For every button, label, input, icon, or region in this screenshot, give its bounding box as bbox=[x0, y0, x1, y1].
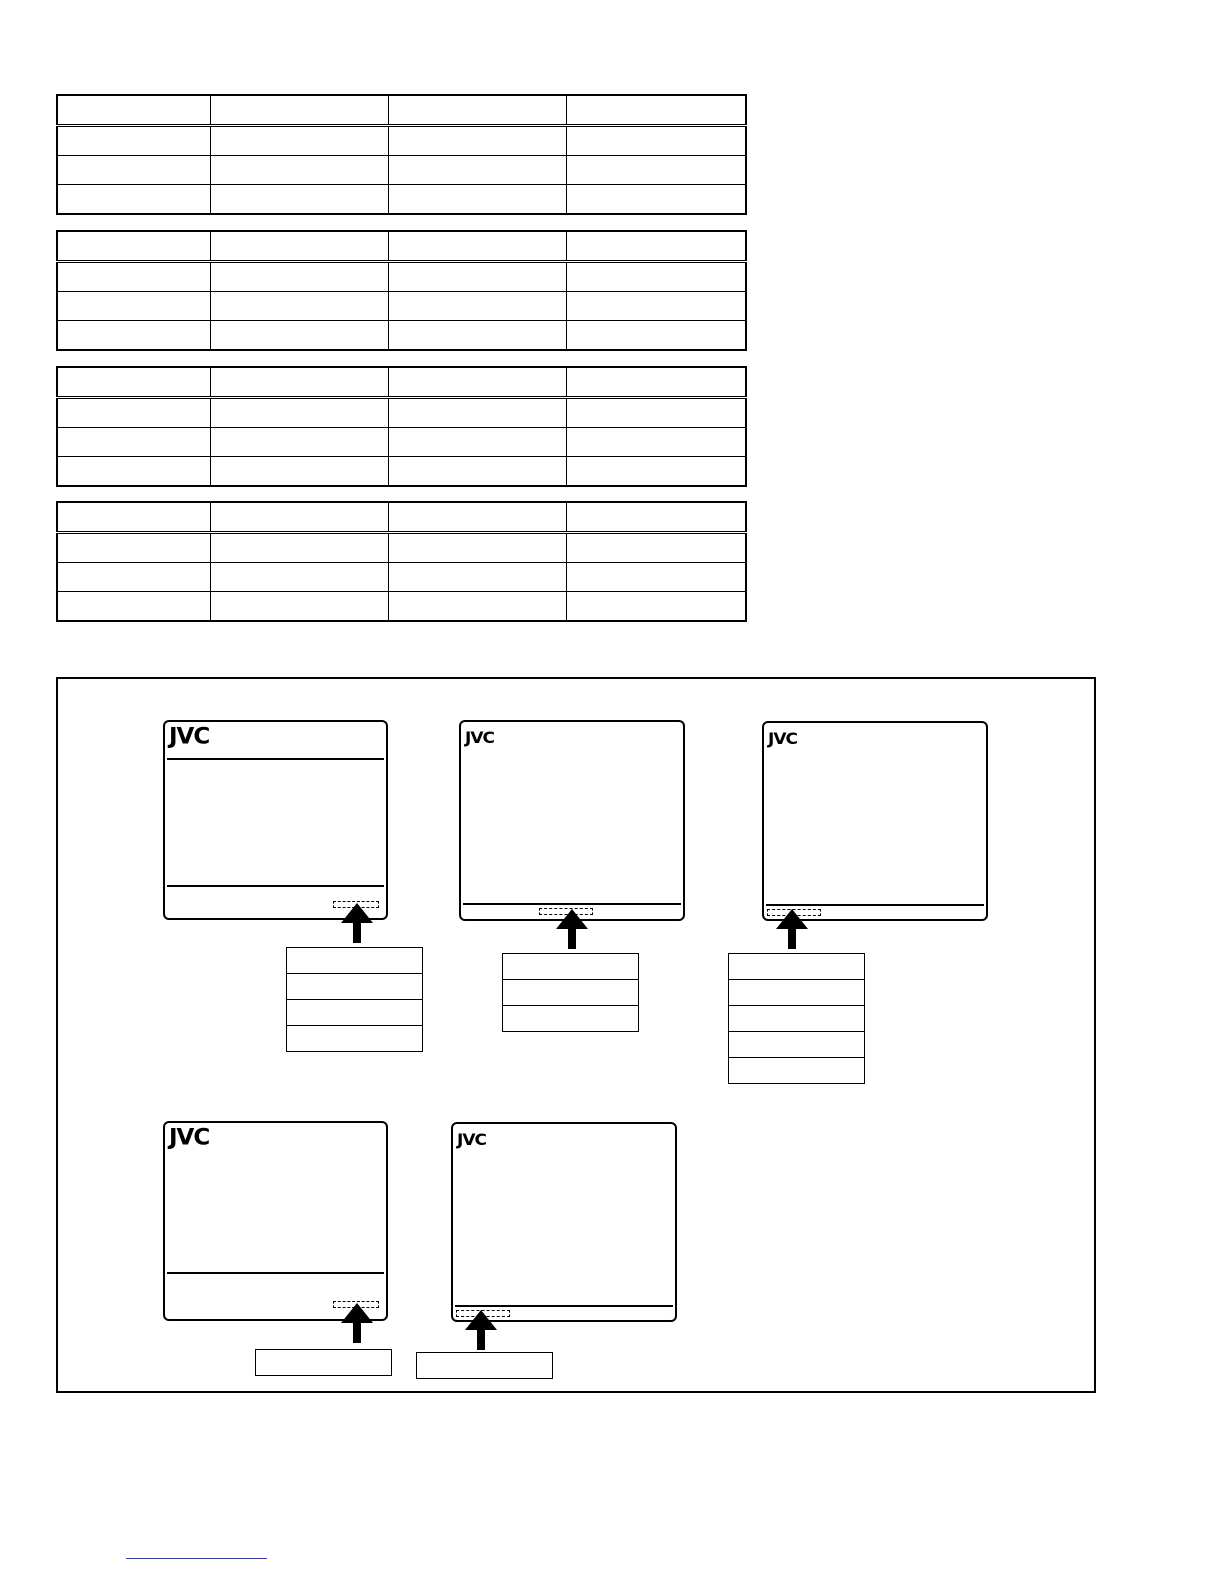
jvc-logo: JVC bbox=[465, 728, 494, 748]
table-row bbox=[57, 457, 746, 487]
table-row bbox=[57, 398, 746, 428]
table-row bbox=[57, 592, 746, 622]
unit-panel-1 bbox=[163, 720, 388, 920]
label-box bbox=[728, 953, 865, 980]
label-box bbox=[255, 1349, 392, 1376]
label-box bbox=[502, 1005, 639, 1032]
label-box bbox=[286, 973, 423, 1000]
table-header-row bbox=[57, 231, 746, 262]
label-box bbox=[416, 1352, 553, 1379]
spec-table-3 bbox=[56, 366, 747, 487]
table-row bbox=[57, 563, 746, 592]
table-row bbox=[57, 428, 746, 457]
divider bbox=[463, 903, 681, 905]
spec-table-4 bbox=[56, 501, 747, 622]
jvc-logo: JVC bbox=[768, 729, 797, 749]
table-row bbox=[57, 126, 746, 156]
table-row bbox=[57, 533, 746, 563]
unit-panel-3 bbox=[762, 721, 988, 921]
table-header-row bbox=[57, 367, 746, 398]
divider bbox=[167, 1272, 384, 1274]
arrow-up-icon bbox=[776, 909, 808, 949]
label-stack-3 bbox=[728, 954, 865, 1084]
jvc-logo: JVC bbox=[169, 1125, 210, 1151]
label-box bbox=[502, 953, 639, 980]
label-stack-4 bbox=[255, 1350, 392, 1376]
unit-panel-5 bbox=[451, 1122, 677, 1322]
label-box bbox=[502, 979, 639, 1006]
label-box bbox=[728, 1005, 865, 1032]
jvc-logo: JVC bbox=[169, 724, 210, 750]
table-row bbox=[57, 156, 746, 185]
arrow-up-icon bbox=[341, 1303, 373, 1343]
arrow-up-icon bbox=[556, 909, 588, 949]
divider bbox=[455, 1305, 673, 1307]
label-box bbox=[728, 1057, 865, 1084]
table-row bbox=[57, 262, 746, 292]
footer-rule bbox=[126, 1558, 267, 1559]
table-row bbox=[57, 321, 746, 351]
spec-table-2 bbox=[56, 230, 747, 351]
label-stack-5 bbox=[416, 1353, 553, 1379]
jvc-logo: JVC bbox=[457, 1130, 486, 1150]
table-header-row bbox=[57, 502, 746, 533]
arrow-up-icon bbox=[465, 1310, 497, 1350]
spec-table-1 bbox=[56, 94, 747, 215]
label-box bbox=[728, 1031, 865, 1058]
label-stack-2 bbox=[502, 954, 639, 1032]
label-stack-1 bbox=[286, 948, 423, 1052]
arrow-up-icon bbox=[341, 903, 373, 943]
table-row bbox=[57, 292, 746, 321]
label-box bbox=[286, 1025, 423, 1052]
divider bbox=[167, 758, 384, 760]
divider bbox=[766, 904, 984, 906]
unit-panel-4 bbox=[163, 1121, 388, 1321]
divider bbox=[167, 885, 384, 887]
label-box bbox=[286, 947, 423, 974]
table-header-row bbox=[57, 95, 746, 126]
label-box bbox=[728, 979, 865, 1006]
label-box bbox=[286, 999, 423, 1026]
unit-panel-2 bbox=[459, 720, 685, 921]
table-row bbox=[57, 185, 746, 215]
